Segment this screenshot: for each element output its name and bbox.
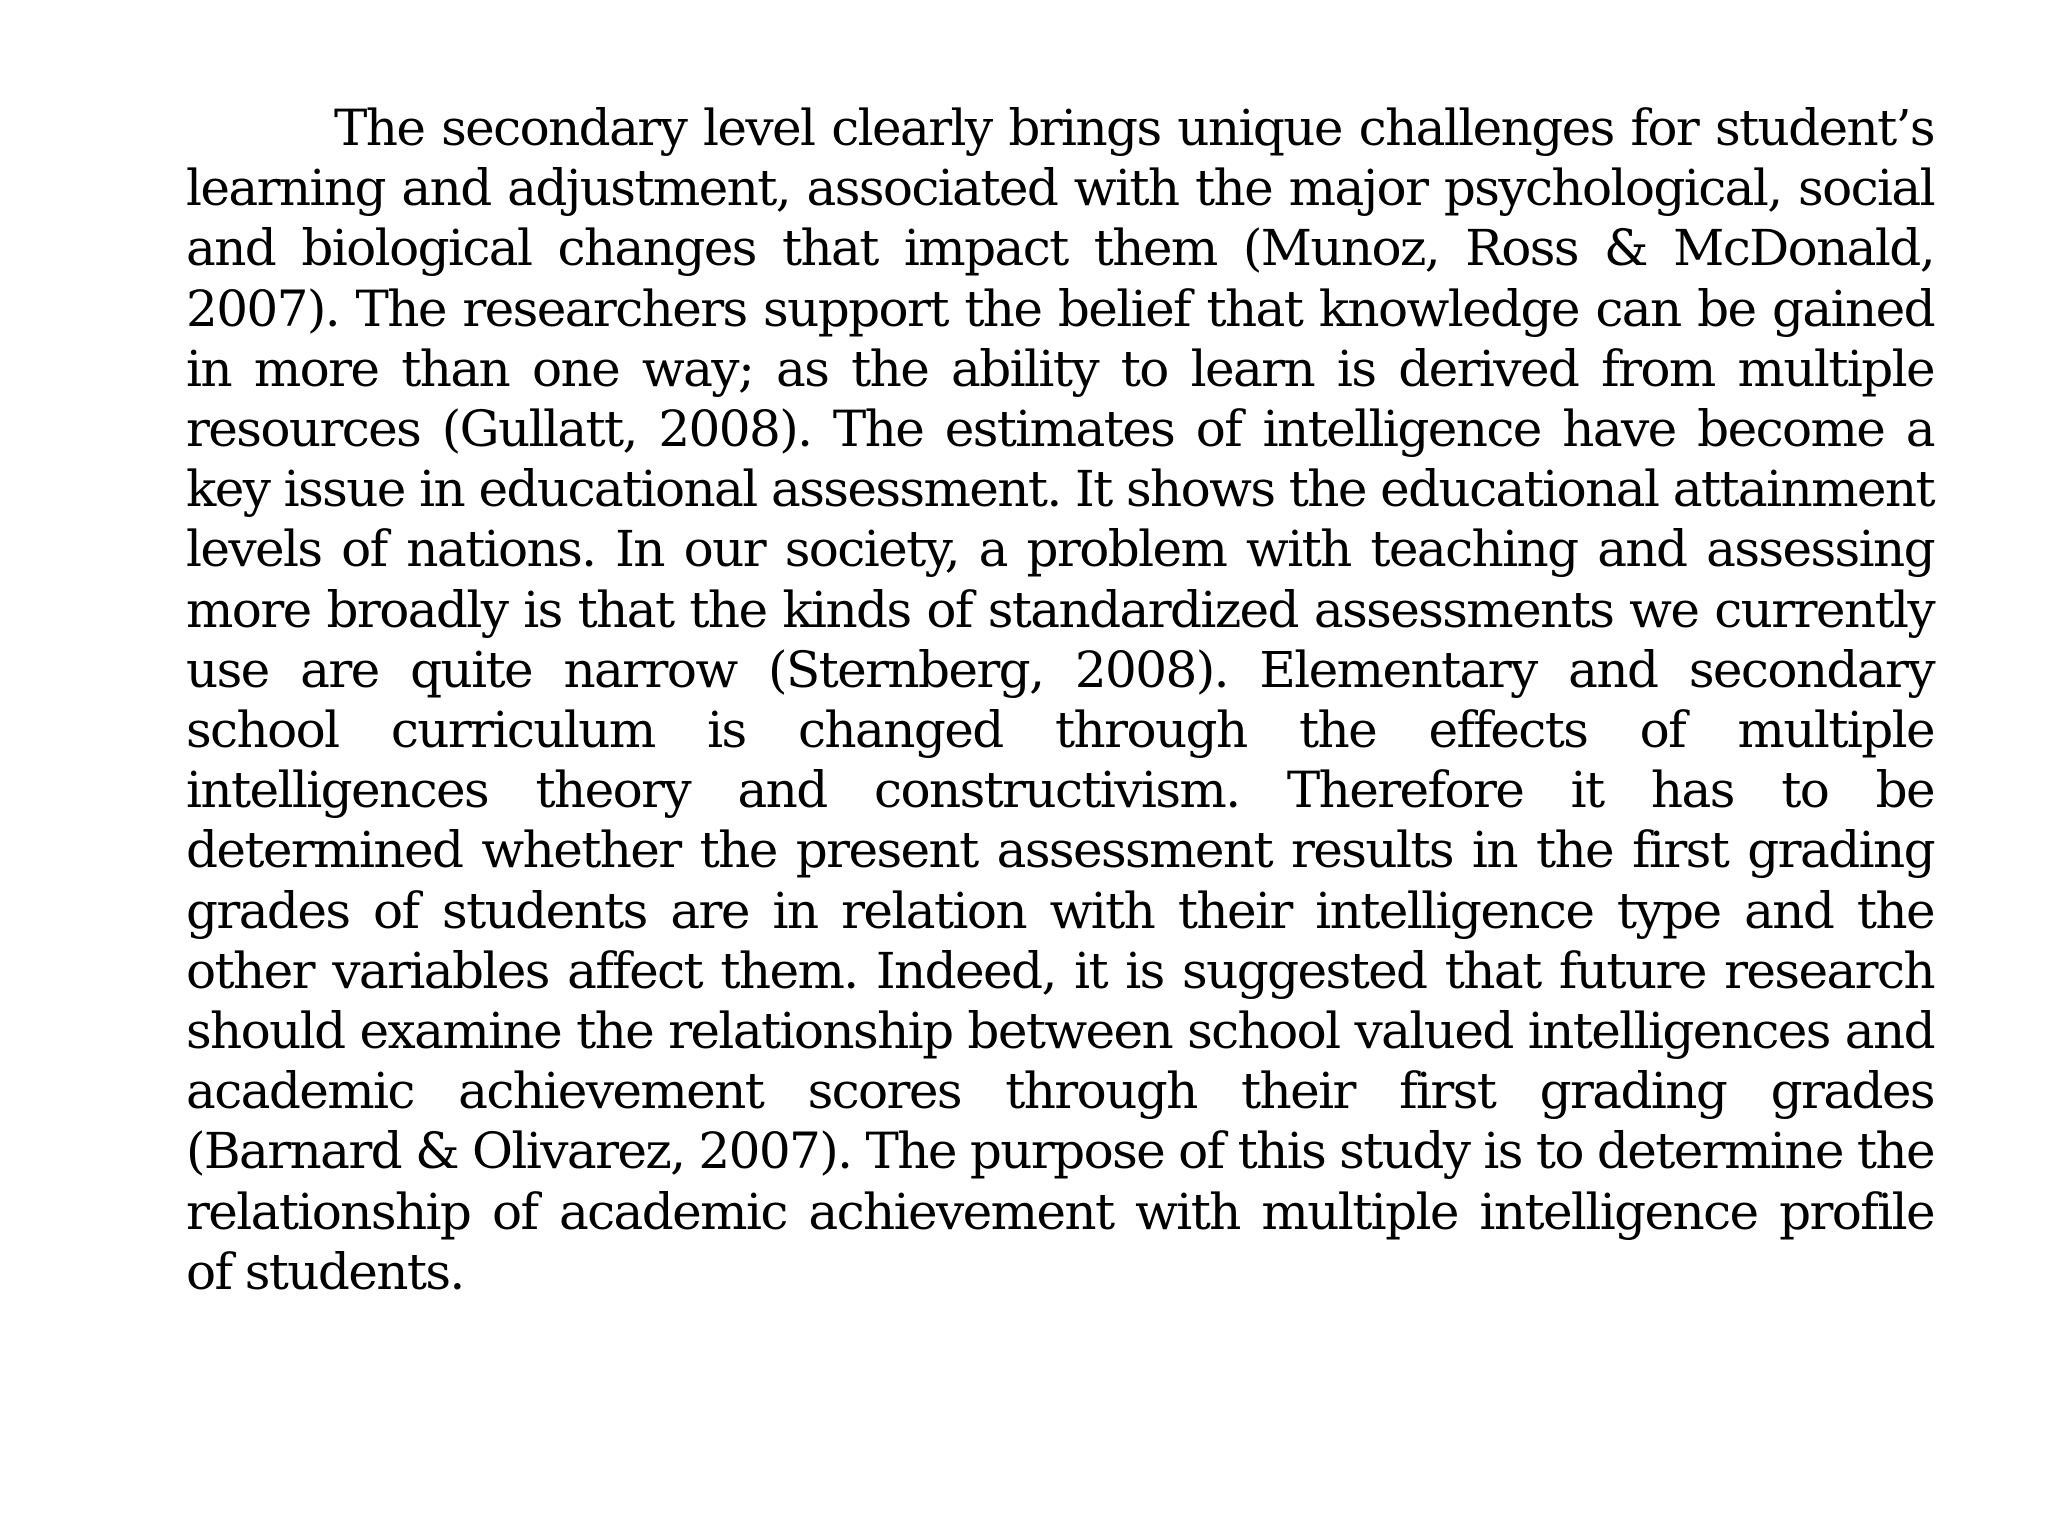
- body-paragraph: The secondary level clearly brings unique challenges for student’s learning and adjustment, associated with the major psychological, social and biological changes that impact them (Munoz, Ross & McDonald, 2007). The researchers support the belief that knowledge can be gained in more than one way; as the ability to learn is derived from multiple resources (Gullatt, 2008). The estimates of intelligence have become a key issue in educational assessment. It shows the educational attainment levels of nations. In our society, a problem with teaching and assessing more broadly is that the kinds of standardized assessments we currently use are quite narrow (Sternberg, 2008). Elementary and secondary school curriculum is changed through the effects of multiple intelligences theory and constructivism. Therefore it has to be determined whether the present assessment results in the first grading grades of students are in relation with their intelligence type and the other variables affect them. Indeed, it is suggested that future research should examine the relationship between school valued intelligences and academic achievement scores through their first grading grades (Barnard & Olivarez, 2007). The purpose of this study is to determine the relationship of academic achievement with multiple intelligence profile of students.: [186, 99, 1934, 1301]
